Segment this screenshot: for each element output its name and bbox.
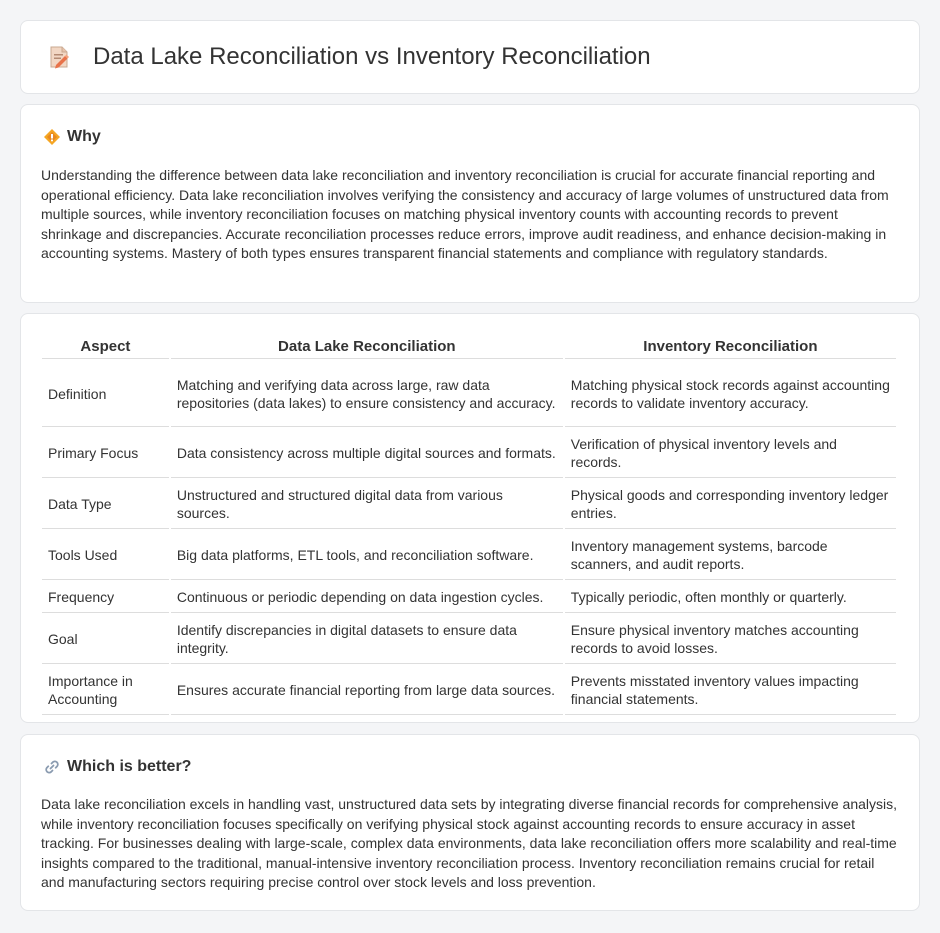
header-data-lake: Data Lake Reconciliation	[171, 335, 563, 359]
row-inventory: Inventory management systems, barcode scanners, and audit reports.	[565, 531, 896, 580]
why-heading	[43, 125, 899, 149]
header-card	[20, 20, 920, 94]
why-section	[20, 104, 920, 303]
which-better-section	[20, 734, 920, 911]
why-text: Understanding the difference between data lake reconciliation and inventory reconciliation is crucial for accurate financial reporting and operational efficiency. Data lake reconciliation involves verifying the consistency and accuracy of large volumes of unstructured data from multiple sources, while inventory reconciliation focuses on matching physical inventory counts with accounting records to prevent shrinkage and discrepancies. Accurate reconciliation processes reduce errors, improve audit readiness, and enhance decision-making in accounting systems. Mastery of both types ensures transparent financial statements and compliance with regulatory standards.	[41, 167, 889, 261]
row-aspect: Frequency	[42, 582, 169, 613]
which-better-text: Data lake reconciliation excels in handling vast, unstructured data sets by integrating diverse financial records for comprehensive analysis, while inventory reconciliation focuses specifically on verifying physical stock against accounting records to ensure accuracy in asset tracking. For businesses dealing with large-scale, complex data environments, data lake reconciliation offers more scalability and real-time insights compared to the traditional, manual-intensive inventory reconciliation process. Inventory reconciliation remains crucial for retail and manufacturing sectors requiring precise control over stock levels and loss prevention.	[41, 796, 898, 890]
row-aspect: Primary Focus	[42, 429, 169, 478]
which-better-heading	[43, 755, 899, 779]
row-data-lake: Matching and verifying data across large, raw data repositories (data lakes) to ensure consistency and accuracy.	[171, 361, 563, 427]
table-row	[42, 429, 896, 478]
row-aspect: Importance in Accounting	[42, 666, 169, 715]
row-inventory: Prevents misstated inventory values impacting financial statements.	[565, 666, 896, 715]
row-data-lake: Continuous or periodic depending on data ingestion cycles.	[171, 582, 563, 613]
table-row	[42, 531, 896, 580]
row-data-lake: Data consistency across multiple digital sources and formats.	[171, 429, 563, 478]
row-inventory: Ensure physical inventory matches accounting records to avoid losses.	[565, 615, 896, 664]
row-aspect: Tools Used	[42, 531, 169, 580]
row-aspect: Goal	[42, 615, 169, 664]
table-row	[42, 361, 896, 427]
header-aspect: Aspect	[42, 335, 169, 359]
table-row	[42, 582, 896, 613]
link-icon	[43, 758, 61, 776]
table-row	[42, 615, 896, 664]
page-title: Data Lake Reconciliation vs Inventory Reconciliation	[93, 43, 651, 70]
row-data-lake: Unstructured and structured digital data from various sources.	[171, 480, 563, 529]
comparison-table-card	[20, 313, 920, 723]
table-row	[42, 480, 896, 529]
row-inventory: Verification of physical inventory levels and records.	[565, 429, 896, 478]
row-inventory: Physical goods and corresponding inventory ledger entries.	[565, 480, 896, 529]
table-header-row	[42, 335, 896, 359]
comparison-table	[40, 333, 898, 717]
row-data-lake: Big data platforms, ETL tools, and reconciliation software.	[171, 531, 563, 580]
document-edit-icon	[47, 45, 71, 69]
row-inventory: Typically periodic, often monthly or quarterly.	[565, 582, 896, 613]
why-title: Why	[67, 128, 101, 145]
header-inventory: Inventory Reconciliation	[565, 335, 896, 359]
row-aspect: Data Type	[42, 480, 169, 529]
row-inventory: Matching physical stock records against accounting records to validate inventory accuracy.	[565, 361, 896, 427]
row-data-lake: Identify discrepancies in digital datasets to ensure data integrity.	[171, 615, 563, 664]
row-aspect: Definition	[42, 361, 169, 427]
row-data-lake: Ensures accurate financial reporting from large data sources.	[171, 666, 563, 715]
diamond-warning-icon	[43, 128, 61, 146]
table-row	[42, 666, 896, 715]
which-better-title: Which is better?	[67, 758, 192, 775]
